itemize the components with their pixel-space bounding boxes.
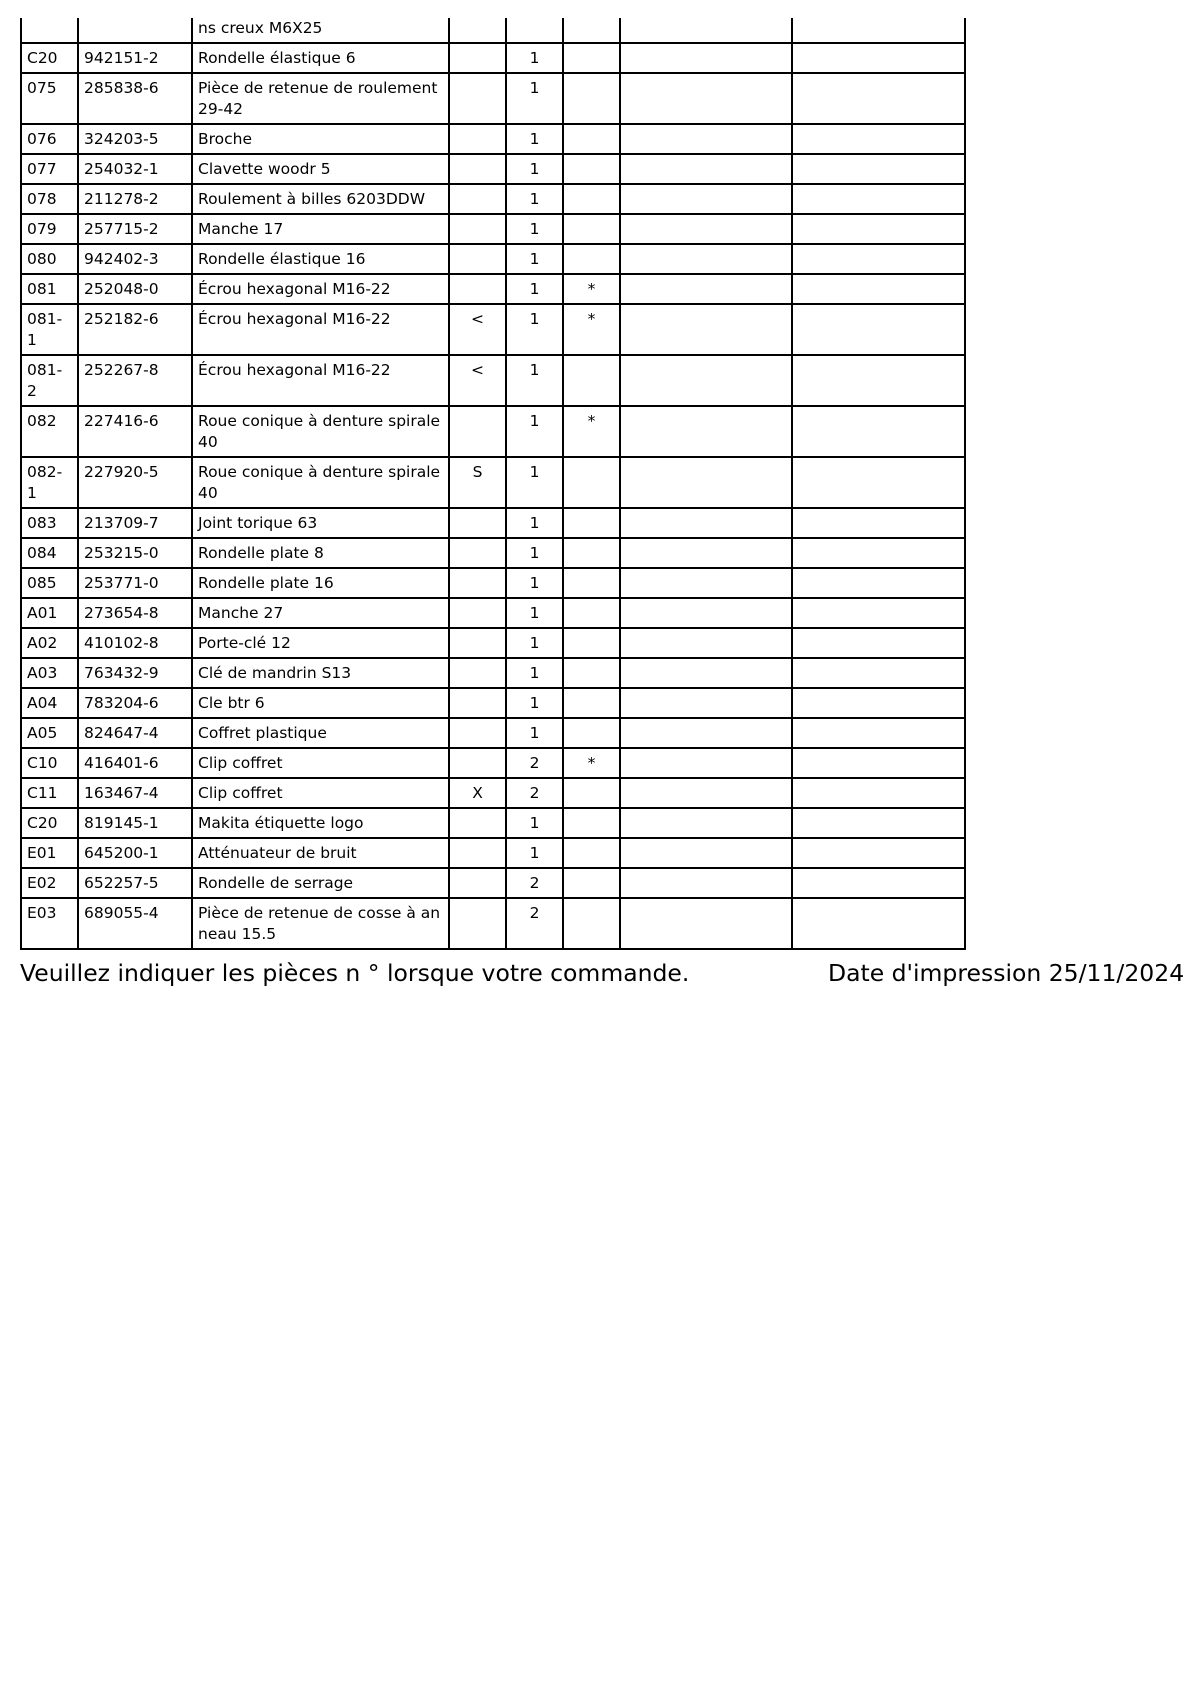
description-cell: Makita étiquette logo (192, 808, 449, 838)
quantity-cell: 1 (506, 355, 563, 406)
mark-cell (449, 73, 506, 124)
mark-cell (449, 274, 506, 304)
parts-table (20, 18, 966, 950)
flag-cell (563, 568, 620, 598)
flag-cell (563, 778, 620, 808)
flag-cell (563, 43, 620, 73)
empty-cell (792, 184, 965, 214)
part-number-cell: 254032-1 (78, 154, 192, 184)
empty-cell (792, 538, 965, 568)
mark-cell (449, 838, 506, 868)
part-number-cell: 252048-0 (78, 274, 192, 304)
table-row (21, 898, 965, 949)
item-number-cell: E01 (21, 838, 78, 868)
flag-cell: * (563, 304, 620, 355)
flag-cell (563, 244, 620, 274)
description-cell: Clé de mandrin S13 (192, 658, 449, 688)
empty-cell (792, 355, 965, 406)
empty-cell (620, 406, 792, 457)
item-number-cell: 080 (21, 244, 78, 274)
item-number-cell: A05 (21, 718, 78, 748)
part-number-cell: 645200-1 (78, 838, 192, 868)
empty-cell (792, 43, 965, 73)
table-row (21, 73, 965, 124)
empty-cell (792, 406, 965, 457)
description-cell: Atténuateur de bruit (192, 838, 449, 868)
order-note: Veuillez indiquer les pièces n ° lorsque votre commande. (20, 959, 690, 987)
part-number-cell: 942151-2 (78, 43, 192, 73)
flag-cell (563, 214, 620, 244)
mark-cell (449, 184, 506, 214)
flag-cell (563, 184, 620, 214)
quantity-cell: 1 (506, 688, 563, 718)
flag-cell (563, 598, 620, 628)
item-number-cell: E02 (21, 868, 78, 898)
quantity-cell: 1 (506, 406, 563, 457)
mark-cell (449, 43, 506, 73)
table-row (21, 628, 965, 658)
empty-cell (620, 778, 792, 808)
empty-cell (620, 748, 792, 778)
quantity-cell: 1 (506, 184, 563, 214)
part-number-cell: 324203-5 (78, 124, 192, 154)
quantity-cell: 1 (506, 43, 563, 73)
item-number-cell: 081-2 (21, 355, 78, 406)
empty-cell (792, 628, 965, 658)
item-number-cell: 081 (21, 274, 78, 304)
flag-cell: * (563, 406, 620, 457)
table-row (21, 748, 965, 778)
print-date: Date d'impression 25/11/2024 (828, 959, 1185, 987)
description-cell: Clip coffret (192, 778, 449, 808)
mark-cell (449, 808, 506, 838)
item-number-cell: 085 (21, 568, 78, 598)
quantity-cell: 1 (506, 73, 563, 124)
flag-cell (563, 658, 620, 688)
flag-cell (563, 838, 620, 868)
part-number-cell: 253771-0 (78, 568, 192, 598)
empty-cell (792, 598, 965, 628)
flag-cell (563, 628, 620, 658)
table-row (21, 808, 965, 838)
empty-cell (792, 244, 965, 274)
table-row (21, 658, 965, 688)
flag-cell (563, 73, 620, 124)
empty-cell (620, 274, 792, 304)
table-row (21, 154, 965, 184)
empty-cell (620, 718, 792, 748)
mark-cell: < (449, 355, 506, 406)
description-cell: Pièce de retenue de cosse à anneau 15.5 (192, 898, 449, 949)
part-number-cell: 252182-6 (78, 304, 192, 355)
empty-cell (620, 355, 792, 406)
empty-cell (792, 658, 965, 688)
item-number-cell: A03 (21, 658, 78, 688)
part-number-cell: 819145-1 (78, 808, 192, 838)
flag-cell (563, 154, 620, 184)
description-cell: Roue conique à denture spirale 40 (192, 406, 449, 457)
empty-cell (620, 808, 792, 838)
part-number-cell (78, 18, 192, 43)
empty-cell (620, 457, 792, 508)
part-number-cell: 252267-8 (78, 355, 192, 406)
quantity-cell: 1 (506, 457, 563, 508)
table-row (21, 538, 965, 568)
quantity-cell: 1 (506, 718, 563, 748)
item-number-cell: 083 (21, 508, 78, 538)
part-number-cell: 227416-6 (78, 406, 192, 457)
empty-cell (620, 244, 792, 274)
mark-cell (449, 898, 506, 949)
part-number-cell: 824647-4 (78, 718, 192, 748)
table-row (21, 778, 965, 808)
description-cell: Pièce de retenue de roulement 29-42 (192, 73, 449, 124)
table-row (21, 718, 965, 748)
table-row (21, 214, 965, 244)
quantity-cell: 1 (506, 244, 563, 274)
item-number-cell: A04 (21, 688, 78, 718)
empty-cell (620, 18, 792, 43)
description-cell: Porte-clé 12 (192, 628, 449, 658)
item-number-cell: 075 (21, 73, 78, 124)
empty-cell (620, 658, 792, 688)
mark-cell (449, 658, 506, 688)
part-number-cell: 227920-5 (78, 457, 192, 508)
description-cell: ns creux M6X25 (192, 18, 449, 43)
part-number-cell: 410102-8 (78, 628, 192, 658)
table-row (21, 304, 965, 355)
mark-cell (449, 406, 506, 457)
quantity-cell: 2 (506, 778, 563, 808)
flag-cell (563, 688, 620, 718)
empty-cell (620, 154, 792, 184)
empty-cell (792, 748, 965, 778)
description-cell: Clavette woodr 5 (192, 154, 449, 184)
description-cell: Cle btr 6 (192, 688, 449, 718)
mark-cell (449, 214, 506, 244)
empty-cell (620, 214, 792, 244)
item-number-cell: E03 (21, 898, 78, 949)
mark-cell (449, 628, 506, 658)
mark-cell: < (449, 304, 506, 355)
description-cell: Écrou hexagonal M16-22 (192, 274, 449, 304)
table-row (21, 598, 965, 628)
empty-cell (620, 598, 792, 628)
item-number-cell: C10 (21, 748, 78, 778)
empty-cell (792, 154, 965, 184)
flag-cell (563, 808, 620, 838)
description-cell: Rondelle élastique 16 (192, 244, 449, 274)
table-row (21, 457, 965, 508)
item-number-cell: 084 (21, 538, 78, 568)
item-number-cell: 077 (21, 154, 78, 184)
mark-cell (449, 688, 506, 718)
item-number-cell: C20 (21, 43, 78, 73)
item-number-cell: 082-1 (21, 457, 78, 508)
flag-cell (563, 538, 620, 568)
table-row (21, 568, 965, 598)
quantity-cell: 1 (506, 538, 563, 568)
empty-cell (792, 838, 965, 868)
mark-cell (449, 244, 506, 274)
parts-table-body (21, 18, 965, 949)
quantity-cell: 1 (506, 274, 563, 304)
mark-cell (449, 538, 506, 568)
description-cell: Écrou hexagonal M16-22 (192, 304, 449, 355)
description-cell: Manche 17 (192, 214, 449, 244)
empty-cell (792, 18, 965, 43)
flag-cell (563, 898, 620, 949)
quantity-cell: 1 (506, 808, 563, 838)
description-cell: Clip coffret (192, 748, 449, 778)
part-number-cell: 213709-7 (78, 508, 192, 538)
quantity-cell: 1 (506, 598, 563, 628)
mark-cell (449, 568, 506, 598)
description-cell: Rondelle de serrage (192, 868, 449, 898)
empty-cell (792, 688, 965, 718)
quantity-cell: 2 (506, 748, 563, 778)
part-number-cell: 211278-2 (78, 184, 192, 214)
table-row (21, 406, 965, 457)
item-number-cell: 079 (21, 214, 78, 244)
quantity-cell: 1 (506, 658, 563, 688)
quantity-cell: 1 (506, 838, 563, 868)
mark-cell (449, 154, 506, 184)
table-row (21, 688, 965, 718)
empty-cell (620, 73, 792, 124)
flag-cell: * (563, 748, 620, 778)
mark-cell: X (449, 778, 506, 808)
description-cell: Roue conique à denture spirale 40 (192, 457, 449, 508)
mark-cell (449, 718, 506, 748)
mark-cell: S (449, 457, 506, 508)
empty-cell (792, 214, 965, 244)
part-number-cell: 689055-4 (78, 898, 192, 949)
quantity-cell: 2 (506, 868, 563, 898)
empty-cell (620, 898, 792, 949)
empty-cell (620, 43, 792, 73)
item-number-cell: 082 (21, 406, 78, 457)
part-number-cell: 763432-9 (78, 658, 192, 688)
item-number-cell: A01 (21, 598, 78, 628)
quantity-cell: 1 (506, 568, 563, 598)
empty-cell (792, 274, 965, 304)
quantity-cell: 1 (506, 214, 563, 244)
quantity-cell: 1 (506, 124, 563, 154)
mark-cell (449, 508, 506, 538)
table-row (21, 355, 965, 406)
empty-cell (792, 718, 965, 748)
part-number-cell: 783204-6 (78, 688, 192, 718)
empty-cell (792, 124, 965, 154)
flag-cell (563, 868, 620, 898)
flag-cell (563, 457, 620, 508)
flag-cell: * (563, 274, 620, 304)
empty-cell (620, 838, 792, 868)
item-number-cell: C20 (21, 808, 78, 838)
quantity-cell: 1 (506, 508, 563, 538)
description-cell: Joint torique 63 (192, 508, 449, 538)
description-cell: Rondelle plate 8 (192, 538, 449, 568)
empty-cell (792, 304, 965, 355)
description-cell: Rondelle plate 16 (192, 568, 449, 598)
item-number-cell: 081-1 (21, 304, 78, 355)
empty-cell (792, 778, 965, 808)
table-row (21, 868, 965, 898)
part-number-cell: 285838-6 (78, 73, 192, 124)
description-cell: Écrou hexagonal M16-22 (192, 355, 449, 406)
flag-cell (563, 508, 620, 538)
mark-cell (449, 868, 506, 898)
empty-cell (620, 304, 792, 355)
mark-cell (449, 598, 506, 628)
empty-cell (620, 184, 792, 214)
empty-cell (792, 457, 965, 508)
item-number-cell: 078 (21, 184, 78, 214)
description-cell: Broche (192, 124, 449, 154)
table-row (21, 244, 965, 274)
empty-cell (620, 688, 792, 718)
part-number-cell: 652257-5 (78, 868, 192, 898)
part-number-cell: 163467-4 (78, 778, 192, 808)
mark-cell (449, 18, 506, 43)
table-row (21, 508, 965, 538)
table-row (21, 124, 965, 154)
part-number-cell: 942402-3 (78, 244, 192, 274)
item-number-cell: A02 (21, 628, 78, 658)
empty-cell (792, 508, 965, 538)
quantity-cell: 1 (506, 304, 563, 355)
table-row (21, 43, 965, 73)
table-row (21, 274, 965, 304)
empty-cell (620, 568, 792, 598)
part-number-cell: 416401-6 (78, 748, 192, 778)
table-row (21, 18, 965, 43)
mark-cell (449, 748, 506, 778)
empty-cell (792, 808, 965, 838)
part-number-cell: 257715-2 (78, 214, 192, 244)
empty-cell (792, 898, 965, 949)
quantity-cell (506, 18, 563, 43)
table-row (21, 184, 965, 214)
flag-cell (563, 718, 620, 748)
empty-cell (620, 508, 792, 538)
empty-cell (792, 73, 965, 124)
flag-cell (563, 355, 620, 406)
flag-cell (563, 18, 620, 43)
part-number-cell: 253215-0 (78, 538, 192, 568)
item-number-cell: 076 (21, 124, 78, 154)
quantity-cell: 2 (506, 898, 563, 949)
empty-cell (620, 868, 792, 898)
item-number-cell: C11 (21, 778, 78, 808)
part-number-cell: 273654-8 (78, 598, 192, 628)
mark-cell (449, 124, 506, 154)
description-cell: Roulement à billes 6203DDW (192, 184, 449, 214)
empty-cell (792, 868, 965, 898)
description-cell: Coffret plastique (192, 718, 449, 748)
empty-cell (620, 124, 792, 154)
item-number-cell (21, 18, 78, 43)
description-cell: Rondelle élastique 6 (192, 43, 449, 73)
empty-cell (620, 628, 792, 658)
quantity-cell: 1 (506, 628, 563, 658)
quantity-cell: 1 (506, 154, 563, 184)
table-row (21, 838, 965, 868)
empty-cell (620, 538, 792, 568)
empty-cell (792, 568, 965, 598)
flag-cell (563, 124, 620, 154)
description-cell: Manche 27 (192, 598, 449, 628)
